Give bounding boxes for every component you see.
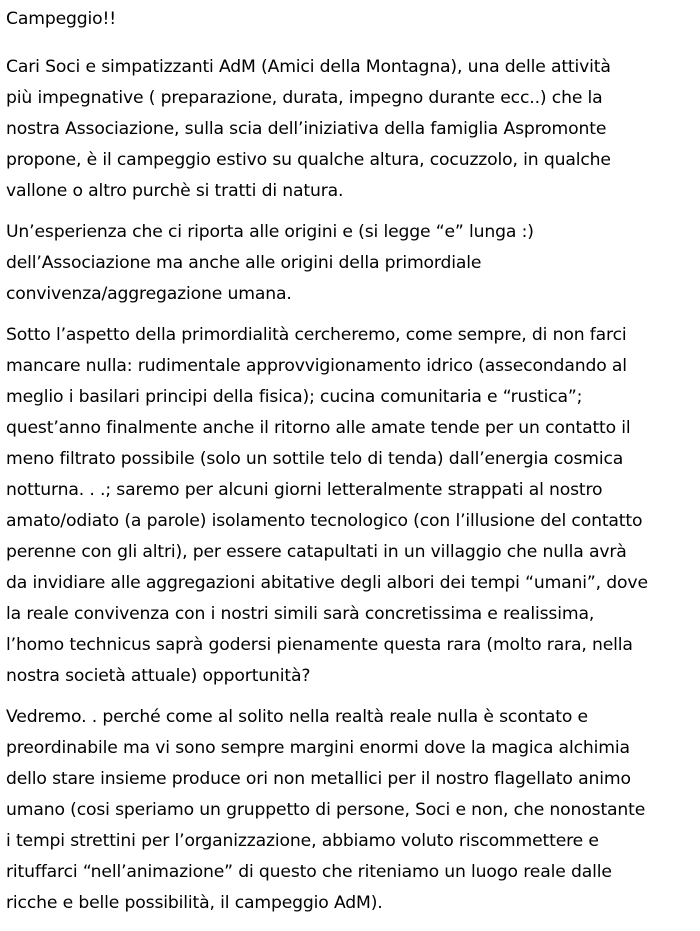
text-line: quest’anno finalmente anche il ritorno alle amate tende per un contatto il (6, 418, 631, 438)
text-line: perenne con gli altri), per essere catapultati in un villaggio che nulla avrà (6, 542, 627, 562)
text-line: vallone o altro purchè si tratti di natura. (6, 181, 344, 201)
text-line: meglio i basilari principi della fisica); cucina comunitaria e “rustica”; (6, 387, 583, 407)
paragraph-closing (6, 702, 694, 919)
document-page (6, 6, 694, 919)
text-line: convivenza/aggregazione umana. (6, 284, 292, 304)
text-line: meno filtrato possibile (solo un sottile telo di tenda) dall’energia cosmica (6, 449, 624, 469)
text-line: nostra Associazione, sulla scia dell’iniziativa della famiglia Aspromonte (6, 119, 607, 139)
text-line: amato/odiato (a parole) isolamento tecnologico (con l’illusione del contatto (6, 511, 643, 531)
text-line: l’homo technicus saprà godersi pienamente questa rara (molto rara, nella (6, 635, 633, 655)
text-line: notturna. . .; saremo per alcuni giorni letteralmente strappati al nostro (6, 480, 603, 500)
text-line: preordinabile ma vi sono sempre margini enormi dove la magica alchimia (6, 738, 630, 758)
text-line: rituffarci “nell’animazione” di questo che riteniamo un luogo reale dalle (6, 862, 612, 882)
text-line: ricche e belle possibilità, il campeggio AdM). (6, 893, 383, 913)
paragraph-primordial (6, 320, 694, 692)
text-line: la reale convivenza con i nostri simili sarà concretissima e realissima, (6, 604, 595, 624)
text-line: mancare nulla: rudimentale approvvigionamento idrico (assecondando al (6, 356, 627, 376)
text-line: più impegnative ( preparazione, durata, impegno durante ecc..) che la (6, 88, 603, 108)
text-line: nostra società attuale) opportunità? (6, 666, 311, 686)
text-line: Sotto l’aspetto della primordialità cercheremo, come sempre, di non farci (6, 325, 627, 345)
text-line: Un’esperienza che ci riporta alle origini e (si legge “e” lunga :) (6, 222, 534, 242)
text-line: dello stare insieme produce ori non metallici per il nostro flagellato animo (6, 769, 631, 789)
paragraph-intro (6, 52, 694, 207)
text-line: Cari Soci e simpatizzanti AdM (Amici della Montagna), una delle attività (6, 57, 611, 77)
text-line: dell’Associazione ma anche alle origini della primordiale (6, 253, 482, 273)
text-line: umano (cosi speriamo un gruppetto di persone, Soci e non, che nonostante (6, 800, 646, 820)
text-line: da invidiare alle aggregazioni abitative degli albori dei tempi “umani”, dove (6, 573, 648, 593)
paragraph-origins (6, 217, 694, 310)
document-title: Campeggio!! (6, 9, 117, 29)
text-line: Vedremo. . perché come al solito nella realtà reale nulla è scontato e (6, 707, 588, 727)
text-line: propone, è il campeggio estivo su qualche altura, cocuzzolo, in qualche (6, 150, 611, 170)
text-line: i tempi strettini per l’organizzazione, abbiamo voluto riscommettere e (6, 831, 599, 851)
